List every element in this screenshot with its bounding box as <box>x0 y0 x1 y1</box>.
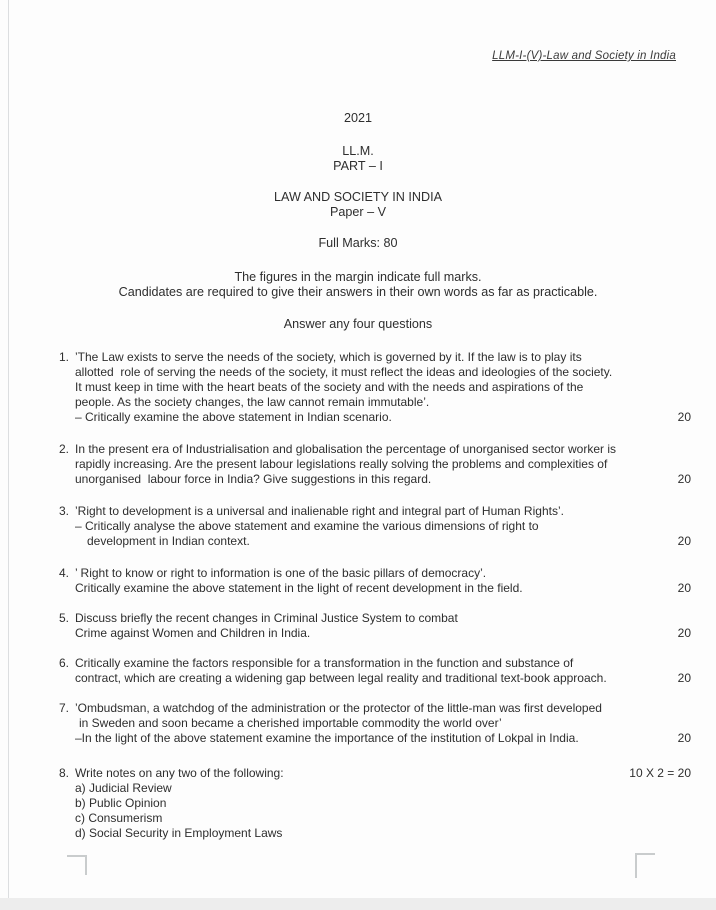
marks-value: 20 <box>677 671 691 685</box>
question-option-a: a) Judicial Review <box>75 781 172 795</box>
question-text-line: in Sweden and soon became a cherished importable commodity the world over’ <box>79 716 502 730</box>
question-text-line: contract, which are creating a widening gap between legal reality and traditional text-book approach. <box>75 671 607 685</box>
title-block <box>0 111 716 332</box>
question-text-line: rapidly increasing. Are the present labour legislations really solving the problems and complexities of <box>75 457 608 471</box>
question-number: 4. <box>59 566 70 580</box>
question-text-line: Critically examine the above statement in the light of recent development in the field. <box>75 581 523 595</box>
question-body <box>75 442 691 487</box>
question-text-line: –In the light of the above statement examine the importance of the institution of Lokpal in India. <box>75 731 579 745</box>
question-text-line: In the present era of Industrialisation and globalisation the percentage of unorganised sector worker is <box>75 442 616 456</box>
question-2 <box>59 442 691 487</box>
marks-value: 20 <box>677 731 691 745</box>
question-text-line: ’Right to development is a universal and inalienable right and integral part of Human Rights’. <box>75 504 564 518</box>
marks-value: 20 <box>677 534 691 548</box>
question-text-line: Crime against Women and Children in India. <box>75 626 311 640</box>
question-text-line: unorganised labour force in India? Give suggestions in this regard. <box>75 472 432 486</box>
question-1 <box>59 350 691 425</box>
questions-list <box>0 350 716 841</box>
question-4 <box>59 566 691 596</box>
page-header <box>0 0 716 63</box>
marks-value: 20 <box>677 581 691 595</box>
question-text-line: ’ Right to know or right to information is one of the basic pillars of democracy’. <box>75 566 487 580</box>
marks-value: 20 <box>677 410 691 424</box>
question-5 <box>59 611 691 641</box>
question-body <box>75 566 691 596</box>
question-body <box>75 701 691 746</box>
question-number: 8. <box>59 766 70 780</box>
question-option-b: b) Public Opinion <box>75 796 167 810</box>
exam-year: 2021 <box>343 111 373 125</box>
part-title: PART – I <box>333 159 383 173</box>
question-text-line: Critically examine the factors responsible for a transformation in the function and substance of <box>75 656 574 670</box>
subject-title: LAW AND SOCIETY IN INDIA <box>274 190 442 204</box>
marks-value: 20 <box>677 626 691 640</box>
question-text-line: ’The Law exists to serve the needs of the society, which is governed by it. If the law is to play its <box>75 350 582 364</box>
instruction-line-1: The figures in the margin indicate full marks. <box>234 270 482 284</box>
document-reference: LLM-I-(V)-Law and Society in India <box>492 50 676 62</box>
question-body <box>75 611 691 641</box>
question-option-d: d) Social Security in Employment Laws <box>75 826 283 840</box>
paper-number: Paper – V <box>329 205 386 219</box>
question-6 <box>59 656 691 686</box>
question-body <box>75 504 691 549</box>
question-text-line: – Critically analyse the above statement and examine the various dimensions of right to <box>75 519 539 533</box>
marks-value: 20 <box>677 472 691 486</box>
question-number: 1. <box>59 350 70 364</box>
question-text-line: It must keep in time with the heart beats of the society and with the needs and aspirations of the <box>75 380 584 394</box>
question-text-line: – Critically examine the above statement in Indian scenario. <box>75 410 392 424</box>
question-text-line: ’Ombudsman, a watchdog of the administration or the protector of the little-man was first developed <box>75 701 602 715</box>
question-option-c: c) Consumerism <box>75 811 163 825</box>
question-number: 7. <box>59 701 70 715</box>
question-text-line: people. As the society changes, the law cannot remain immutable’. <box>75 395 430 409</box>
full-marks: Full Marks: 80 <box>318 236 398 250</box>
question-text-line: allotted role of serving the needs of the society, it must reflect the ideas and ideologies of the society. <box>75 365 613 379</box>
question-text-line: development in Indian context. <box>87 534 250 548</box>
question-body <box>75 766 691 841</box>
corner-mark-right-icon <box>635 853 655 878</box>
question-number: 6. <box>59 656 70 670</box>
question-number: 3. <box>59 504 70 518</box>
question-number: 5. <box>59 611 70 625</box>
page-left-edge-line <box>8 0 9 898</box>
degree-title: LL.M. <box>342 144 374 158</box>
marks-value: 10 X 2 = 20 <box>629 766 691 780</box>
corner-mark-left-icon <box>67 855 87 875</box>
question-text-line: Write notes on any two of the following: <box>75 766 284 780</box>
question-body <box>75 350 691 425</box>
question-text-line: Discuss briefly the recent changes in Criminal Justice System to combat <box>75 611 458 625</box>
question-number: 2. <box>59 442 70 456</box>
footer-strip <box>0 898 716 910</box>
question-7 <box>59 701 691 746</box>
question-3 <box>59 504 691 549</box>
question-8 <box>59 766 691 841</box>
question-body <box>75 656 691 686</box>
instruction-line-2: Candidates are required to give their answers in their own words as far as practicable. <box>118 285 598 299</box>
answer-directive: Answer any four questions <box>283 317 433 331</box>
